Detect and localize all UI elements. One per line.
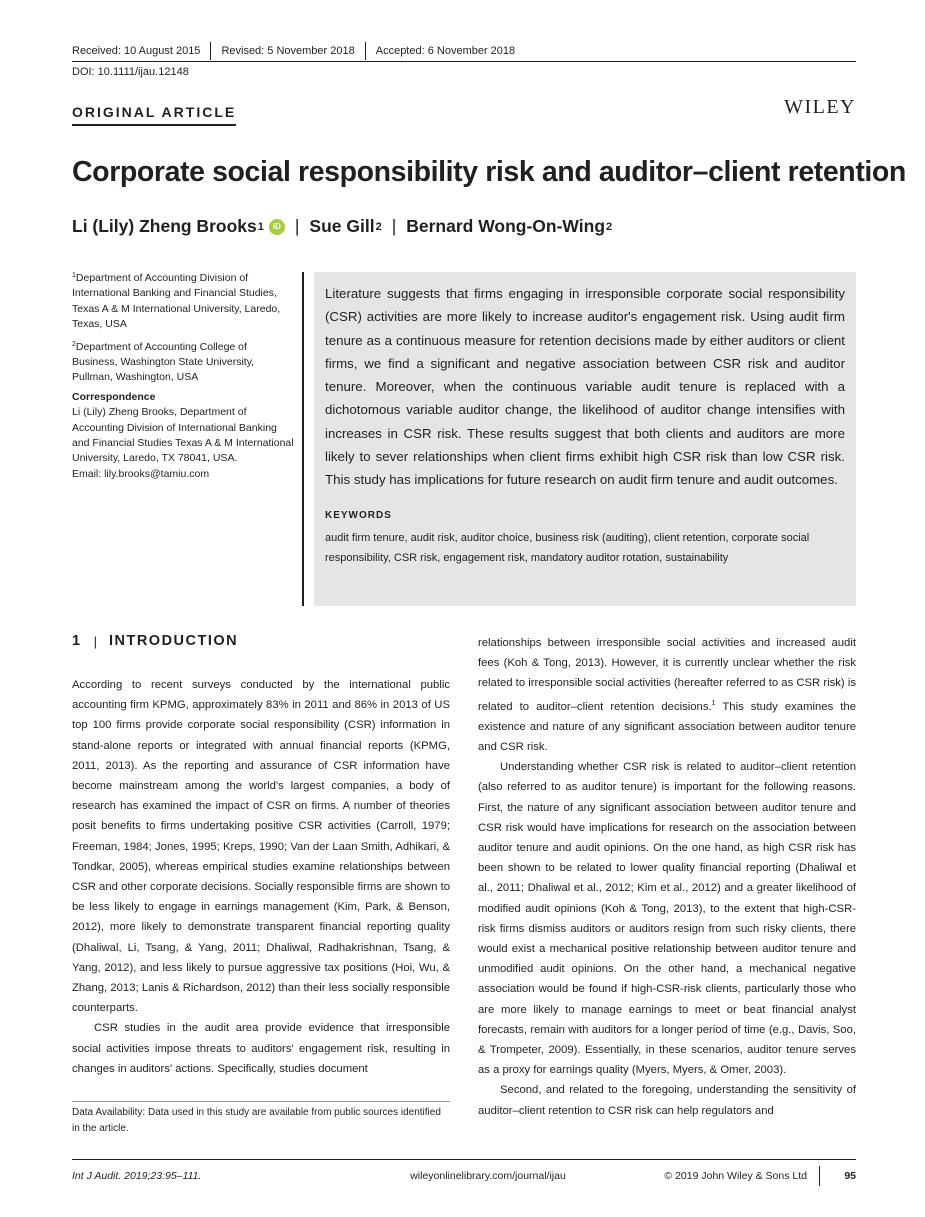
body-paragraph: relationships between irresponsible social activities and increased audit fees (Koh & Tong, 2013). However, it is currently unclear whether the risk related to irresponsible social activities (hereafter referred to as CSR risk) is related to auditor–client retention decisions.$^1$ This study examines the existence and nature of any significant association between auditor tenure and CSR risk. xyxy=(478,637,856,754)
correspondence-heading: Correspondence xyxy=(72,390,156,403)
section-heading xyxy=(72,633,238,649)
author-affiliation-marker: 1 xyxy=(257,220,264,233)
article-title: Corporate social responsibility risk and auditor–client retention xyxy=(72,156,906,188)
journal-website[interactable]: wileyonlinelibrary.com/journal/ijau xyxy=(410,1170,566,1182)
author-name[interactable]: Li (Lily) Zheng Brooks xyxy=(72,216,257,236)
author-separator: | xyxy=(391,216,397,236)
article-history xyxy=(72,42,525,60)
body-paragraph: CSR studies in the audit area provide evidence that irresponsible social activities impose threats to auditors' engagement risk, resulting in changes in auditors' actions. Specifically, studies document xyxy=(72,1022,450,1075)
affiliation-1: $^1$Department of Accounting Division of International Banking and Financial Studies, Texas A & M International University, Laredo, Texas, USA xyxy=(72,272,281,331)
page-number: 95 xyxy=(844,1170,856,1182)
copyright: © 2019 John Wiley & Sons Ltd xyxy=(656,1166,820,1186)
affiliations xyxy=(72,268,294,486)
footnote-rule xyxy=(72,1101,450,1102)
accepted-date: Accepted: 6 November 2018 xyxy=(365,42,525,60)
section-number: 1 xyxy=(72,633,82,649)
header-rule xyxy=(72,61,856,62)
author-affiliation-marker: 2 xyxy=(606,220,613,233)
page-footer xyxy=(72,1166,856,1186)
body-paragraph: According to recent surveys conducted by the international public accounting firm KPMG, approximately 83% in 2011 and 86% in 2013 of US top 100 firms provide corporate social responsibility (CSR) information in stand-alone reports or integrated with annual financial reports (KPMG, 2011, 2013). As the reporting and assurance of CSR information have become mainstream among the world's largest companies, a body of research has examined the impact of CSR on firms. A number of theories posit benefits to firms undertaking positive CSR activities (Carroll, 1979; Freeman, 1984; Jones, 1995; Kreps, 1990; Van der Laan Smith, Adhikari, & Tondkar, 2005), whereas empirical studies examine relationships between CSR and other corporate decisions. Socially responsible firms are shown to be less likely to engage in earnings management (Kim, Park, & Benson, 2012), more likely to demonstrate transparent financial reporting quality (Dhaliwal, Li, Tsang, & Yang, 2011; Dhaliwal, Radhakrishnan, Tsang, & Yang, 2012), and less likely to pursue aggressive tax positions (Hoi, Wu, & Zhang, 2013; Lanis & Richardson, 2012) than their less socially responsible counterparts. xyxy=(72,679,450,1015)
sidebar-divider xyxy=(302,272,304,606)
journal-citation: Int J Audit. 2019;23:95–111. xyxy=(72,1170,202,1182)
author-separator: | xyxy=(294,216,300,236)
keywords-list: audit firm tenure, audit risk, auditor choice, business risk (auditing), client retention, corporate social responsibility, CSR risk, engagement risk, mandatory auditor rotation, sustainability xyxy=(325,531,810,565)
publisher-logo: WILEY xyxy=(784,96,856,118)
body-paragraph: Understanding whether CSR risk is related to auditor–client retention (also referred to as auditor tenure) is important for the following reasons. First, the nature of any significant association between auditor tenure and CSR risk would have implications for research on the association between auditor tenure and audit opinions. On the one hand, as high CSR risk has been shown to be related to lower quality financial reporting (Dhaliwal et al., 2011; Dhaliwal et al., 2012; Kim et al., 2012) and a greater likelihood of modified audit opinions (Koh & Tong, 2013), to the extent that high-CSR-risk firms dismiss auditors or auditors resign from such risky clients, there would exist a mechanical positive relationship between auditor tenure and unmodified audit opinions. On the other hand, a mechanical negative association would be found if high-CSR-risk clients, particularly those who are more likely to manage earnings to meet or beat financial analyst forecasts, remain with auditors for a longer period of time (e.g., Davis, Soo, & Trompeter, 2009). Essentially, in these scenarios, auditor tenure serves as a proxy for earnings quality (Myers, Myers, & Omer, 2003). xyxy=(478,761,856,1077)
section-separator: | xyxy=(93,633,97,649)
section-title: INTRODUCTION xyxy=(108,633,239,649)
correspondence-email[interactable]: Email: lily.brooks@tamiu.com xyxy=(72,467,210,480)
author-name[interactable]: Sue Gill xyxy=(309,216,375,236)
data-availability-note: Data Availability: Data used in this study are available from public sources identified in the article. xyxy=(72,1107,441,1134)
abstract-panel xyxy=(314,272,856,606)
received-date: Received: 10 August 2015 xyxy=(72,45,201,57)
footnote-marker[interactable]: 1 xyxy=(711,699,716,707)
body-column-right xyxy=(478,633,856,1121)
correspondence-address: Li (Lily) Zheng Brooks, Department of Accounting Division of International Banking and Financial Studies Texas A & M International University, Laredo, TX 78041, USA. xyxy=(72,406,294,465)
affiliation-2: $^2$Department of Accounting College of Business, Washington State University, Pullman, Washington, USA xyxy=(72,340,255,384)
body-paragraph: Second, and related to the foregoing, understanding the sensitivity of auditor–client retention to CSR risk can help regulators and xyxy=(478,1084,856,1117)
author-name[interactable]: Bernard Wong-On-Wing xyxy=(406,216,606,236)
article-type-label: ORIGINAL ARTICLE xyxy=(72,104,236,126)
keywords-heading: KEYWORDS xyxy=(325,509,392,521)
author-list xyxy=(72,216,612,237)
doi[interactable]: DOI: 10.1111/ijau.12148 xyxy=(72,66,189,78)
body-column-left xyxy=(72,675,450,1079)
orcid-icon[interactable]: iD xyxy=(269,219,285,235)
revised-date: Revised: 5 November 2018 xyxy=(210,42,364,60)
author-affiliation-marker: 2 xyxy=(375,220,382,233)
footer-rule xyxy=(72,1159,856,1160)
abstract-text: Literature suggests that firms engaging in irresponsible corporate social responsibility (CSR) activities are more likely to increase auditor's engagement risk. Using audit firm tenure as a continuous measure for retention decisions made by either auditors or client firms, we find a significant and negative association between CSR risk and auditor tenure. Moreover, when the continuous variable audit tenure is replaced with a dichotomous variable auditor change, the likelihood of auditor change intensifies with increases in CSR risk. These results suggest that both clients and auditors are more likely to sever relationships when client firms exhibit high CSR risk than low CSR risk. This study has implications for future research on audit firm tenure and audit outcomes. xyxy=(325,286,845,488)
